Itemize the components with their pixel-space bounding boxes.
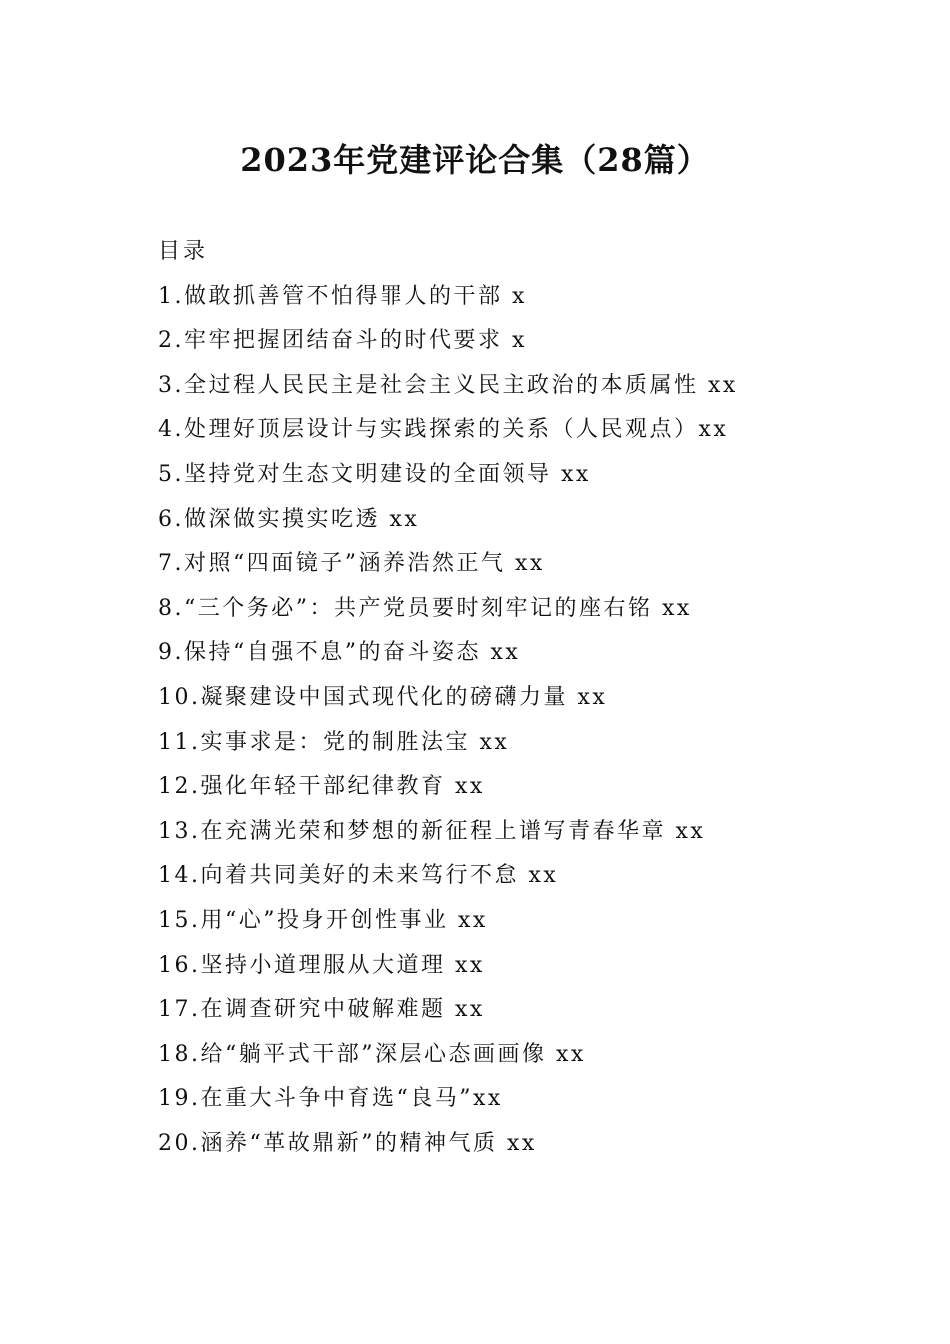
toc-item: 17.在调查研究中破解难题 xx xyxy=(158,997,485,1023)
toc-item: 3.全过程人民民主是社会主义民主政治的本质属性 xx xyxy=(158,372,738,398)
toc-item: 13.在充满光荣和梦想的新征程上谱写青春华章 xx xyxy=(158,818,706,844)
toc-item: 20.涵养“革故鼎新”的精神气质 xx xyxy=(158,1130,537,1156)
toc-item: 12.强化年轻干部纪律教育 xx xyxy=(158,774,485,800)
toc-item: 6.做深做实摸实吃透 xx xyxy=(158,506,420,532)
toc-item: 19.在重大斗争中育选“良马”xx xyxy=(158,1086,503,1112)
toc-item: 16.坚持小道理服从大道理 xx xyxy=(158,952,485,978)
toc-heading: 目录 xyxy=(158,239,209,264)
toc-item: 10.凝聚建设中国式现代化的磅礴力量 xx xyxy=(158,684,608,710)
toc-item: 11.实事求是：党的制胜法宝 xx xyxy=(158,729,510,755)
toc-item: 5.坚持党对生态文明建设的全面领导 xx xyxy=(158,461,591,487)
toc-item: 8.“三个务必”：共产党员要时刻牢记的座右铭 xx xyxy=(158,595,692,621)
document-title: 2023年党建评论合集（28篇） xyxy=(240,141,710,179)
toc-item: 14.向着共同美好的未来笃行不怠 xx xyxy=(158,863,559,889)
toc-item: 15.用“心”投身开创性事业 xx xyxy=(158,907,488,933)
toc-item: 4.处理好顶层设计与实践探索的关系（人民观点）xx xyxy=(158,417,729,443)
toc-item: 1.做敢抓善管不怕得罪人的干部 x xyxy=(158,283,527,309)
toc-item: 18.给“躺平式干部”深层心态画画像 xx xyxy=(158,1041,586,1067)
toc-item: 9.保持“自强不息”的奋斗姿态 xx xyxy=(158,640,521,666)
toc-item: 2.牢牢把握团结奋斗的时代要求 x xyxy=(158,328,527,354)
table-of-contents xyxy=(158,230,858,1166)
toc-item: 7.对照“四面镜子”涵养浩然正气 xx xyxy=(158,551,545,577)
toc-list xyxy=(158,275,858,1167)
